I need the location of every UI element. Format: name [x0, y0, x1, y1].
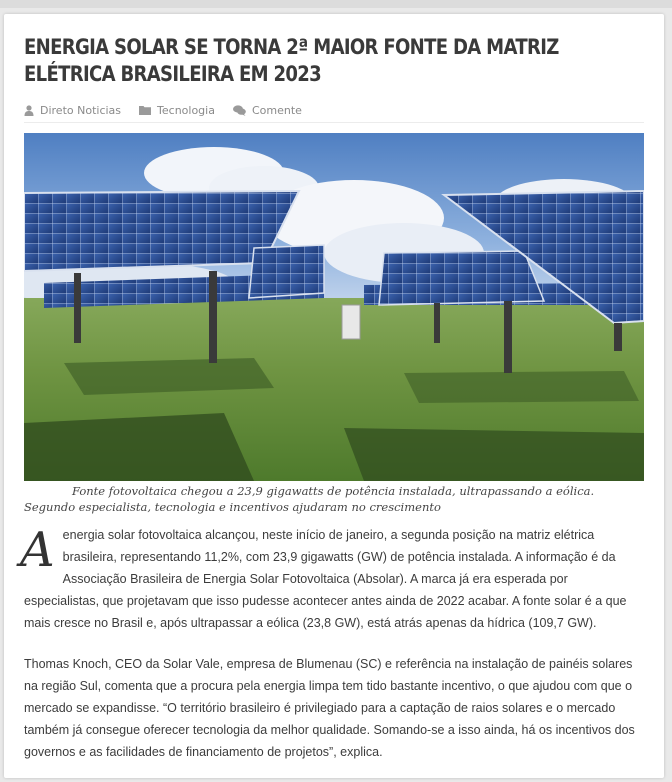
category-link[interactable]: Tecnologia: [157, 103, 215, 117]
drop-cap: A: [20, 522, 55, 578]
article-meta: [24, 102, 320, 118]
paragraph: [20, 522, 646, 634]
folder-icon: [139, 105, 151, 115]
paragraph-text: energia solar fotovoltaica alcançou, neste início de janeiro, a segunda posição na matriz elétrica brasileira, representando 11,2%, com 23,9 gigawatts (GW) de potência instalada. A informação é da Associação Brasileira de Energia Solar Fotovoltaica (Absolar). A marca já era esperada por especialistas, que projetavam que isso pudesse acontecer antes ainda de 2022 acabar. A fonte solar é a que mais cresce no Brasil e, após ultrapassar a eólica (23,8 GW), está atrás apenas da hídrica (109,7 GW).: [24, 528, 627, 630]
article-title: ENERGIA SOLAR SE TORNA 2ª MAIOR FONTE DA MATRIZ ELÉTRICA BRASILEIRA EM 2023: [24, 35, 559, 86]
comments-icon: [233, 105, 246, 116]
meta-comments: [233, 104, 302, 117]
author-link[interactable]: Direto Noticias: [40, 103, 122, 117]
paragraph: Thomas Knoch, CEO da Solar Vale, empresa de Blumenau (SC) e referência na instalação de painéis solares na região Sul, comenta que a procura pela energia limpa tem tido bastante incentivo, o que ajudou com que o mercado se expandisse. “O território brasileiro é privilegiado para a captação de raios solares e o mercado também já consegue oferecer tecnologia da melhor qualidade. Somando-se a isso ainda, há os incentivos dos governos e as facilidades de financiamento de projetos”, explica.: [24, 657, 635, 759]
image-caption: Fonte fotovoltaica chegou a 23,9 gigawatts de potência instalada, ultrapassando a eólica. Segundo especialista, tecnologia e incentivos ajudaram no crescimento: [24, 484, 595, 514]
article-body: [20, 522, 646, 782]
user-icon: [24, 105, 34, 116]
top-strip: [0, 0, 672, 8]
article-card: [4, 14, 664, 778]
comments-link[interactable]: Comente: [251, 103, 302, 117]
meta-category: [139, 104, 215, 117]
article-image: [24, 133, 644, 481]
meta-author: [24, 104, 121, 117]
solar-panel-field-photo: [24, 133, 644, 481]
meta-divider: [24, 122, 644, 123]
